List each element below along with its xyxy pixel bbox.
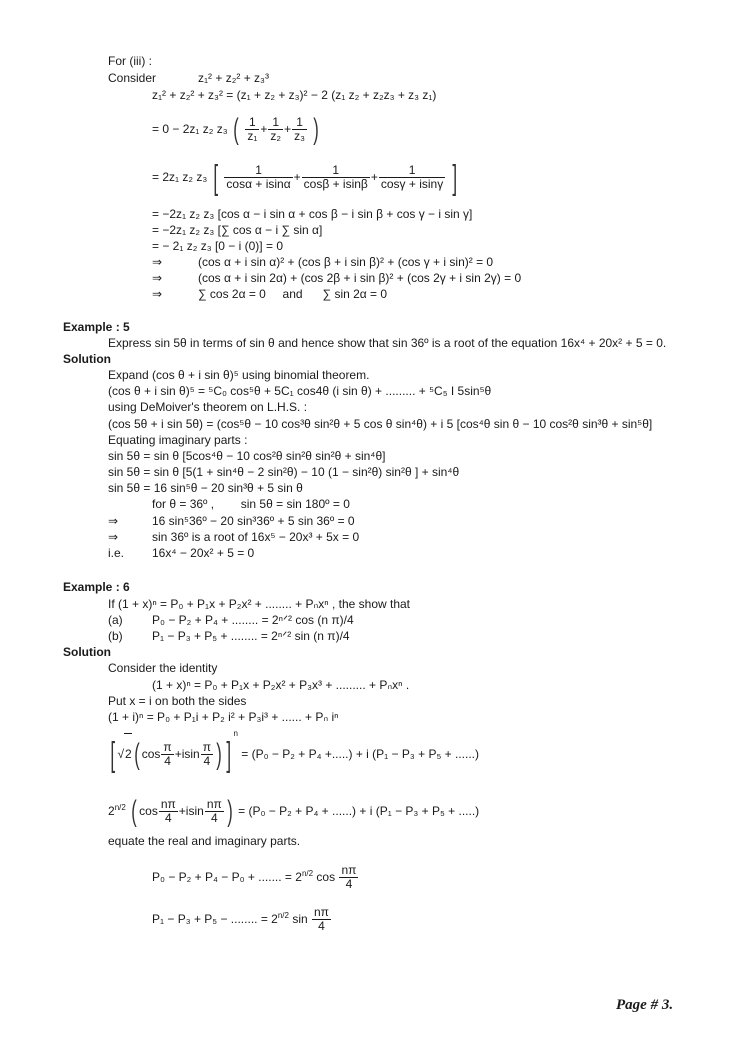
part-iii-heading: For (iii) :	[108, 54, 152, 68]
right-bracket-icon: ]	[226, 735, 232, 774]
fraction: $\frac{n\pi}{4}$	[160, 797, 176, 826]
final-equation: 16x⁴ − 20x² + 5 = 0	[152, 546, 255, 560]
result-lhs: P₀ − P₂ + P₄ − P₀ + ....... = 2	[152, 870, 302, 884]
implies-icon: ⇒	[152, 287, 163, 301]
exponent: n/2	[114, 803, 126, 812]
solution-line: (cos 5θ + i sin 5θ) = (cos⁵θ − 10 cos³θ sin²θ + 5 cos θ sin⁴θ) + i 5 [cos⁴θ sin θ − 10 cos²θ sin³θ + sin⁵θ]	[108, 417, 653, 431]
left-paren-icon: (	[131, 794, 137, 828]
example-6-heading: Example : 6	[63, 580, 130, 594]
left-paren-icon: (	[133, 737, 140, 771]
implies-icon: ⇒	[108, 530, 119, 544]
part-b-statement: P₁ − P₃ + P₅ + ........ = 2ⁿᐟ² sin (n π)/4	[152, 629, 350, 643]
left-bracket-icon: [	[212, 158, 218, 197]
right-paren-icon: )	[227, 794, 233, 828]
solution-heading: Solution	[63, 352, 111, 366]
step2-prefix: = 2z₁ z₂ z₃	[152, 170, 208, 184]
base: 2	[108, 804, 115, 818]
fraction: $\frac{n\pi}{4}$	[314, 905, 329, 934]
step1-prefix: = 0 − 2z₁ z₂ z₃	[152, 122, 228, 136]
sqrt-radicand: 2	[124, 733, 132, 774]
binomial-identity: (1 + x)ⁿ = P₀ + P₁x + P₂x² + P₃x³ + ......... + Pₙxⁿ .	[152, 678, 410, 692]
exponent: n/2	[301, 869, 314, 878]
implies-icon: ⇒	[152, 255, 163, 269]
result-imaginary-part	[152, 904, 332, 934]
implies-line: (cos α + i sin α)² + (cos β + i sin β)² + (cos γ + i sin)² = 0	[198, 255, 494, 269]
right-paren-icon: )	[313, 112, 320, 146]
implies-line: (cos α + i sin 2α) + (cos 2β + i sin β)² + (cos 2γ + i sin 2γ) = 0	[198, 271, 522, 285]
left-bracket-icon: [	[110, 735, 116, 774]
step-line: = −2z₁ z₂ z₃ [∑ cos α − i ∑ sin α]	[152, 223, 323, 237]
solution-line: sin 5θ = sin θ [5(1 + sin⁴θ − 2 sin²θ) − 10 (1 − sin²θ) sin²θ ] + sin⁴θ	[108, 465, 460, 479]
consider-label: Consider	[108, 71, 157, 85]
solution-line: Expand (cos θ + i sin θ)⁵ using binomial theorem.	[108, 368, 370, 382]
implies-icon: ⇒	[152, 271, 163, 285]
right-bracket-icon: ]	[451, 158, 457, 197]
implies-line: 16 sin⁵36º − 20 sin³36º + 5 sin 36º = 0	[152, 514, 355, 528]
fraction: $\frac{1}{\cos\alpha + isin\alpha}$	[226, 163, 291, 192]
fraction: $\frac{1}{\text{z₂}}$	[270, 115, 282, 144]
exponent: n/2	[277, 911, 289, 920]
step-line: = − 2₁ z₂ z₃ [0 − i (0)] = 0	[152, 239, 283, 253]
part-label: (b)	[108, 629, 123, 643]
part-label: (a)	[108, 613, 123, 627]
consider-expression: z₁² + z₂² + z₃³	[198, 71, 269, 85]
example-6-problem: If (1 + x)ⁿ = P₀ + P₁x + P₂x² + ........ + Pₙxⁿ , the show that	[108, 597, 411, 611]
demoivre-equation: $2^{n/2}$ ( cos $\frac{n\pi}{4}$ +isin $\frac{n\pi}{4}$ ) = (P₀ − P₂ + P₄ + ......) + i (P₁ − P₃ + P₅ + .....)	[108, 794, 480, 828]
fraction: $\frac{1}{\cos\gamma + isin\gamma}$	[380, 163, 444, 192]
sum-of-squares-identity: z₁² + z₂² + z₃² = (z₁ + z₂ + z₃)² − 2 (z₁ z₂ + z₂z₃ + z₃ z₁)	[152, 88, 437, 102]
example-5-problem: Express sin 5θ in terms of sin θ and hence show that sin 36º is a root of the equation 16x⁴ + 20x² + 5 = 0.	[108, 336, 667, 350]
solution-line: using DeMoiver's theorem on L.H.S. :	[108, 400, 308, 414]
solution-line: sin 5θ = sin θ [5cos⁴θ − 10 cos²θ sin²θ sin²θ + sin⁴θ]	[108, 449, 386, 463]
step-line: = −2z₁ z₂ z₃ [cos α − i sin α + cos β − i sin β + cos γ − i sin γ]	[152, 207, 473, 221]
consider-identity-text: Consider the identity	[108, 661, 218, 675]
function-name: sin	[292, 912, 308, 926]
fraction: $\frac{1}{\cos\beta + isin\beta}$	[303, 163, 368, 192]
example-5-heading: Example : 5	[63, 320, 130, 334]
polar-form-equation: [ √2( cos $\frac{\pi}{4}$ +isin $\frac{\pi}{4}$ ) ]$^n$ = (P₀ − P₂ + P₄ +.....) + i (P₁ − P₃ + P₅ + ......)	[110, 729, 479, 774]
demoivre-rhs: = (P₀ − P₂ + P₄ + ......) + i (P₁ − P₃ + P₅ + .....)	[238, 804, 480, 818]
solution-line: (cos θ + i sin θ)⁵ = ⁵C₀ cos⁵θ + 5C₁ cos4θ (i sin θ) + ......... + ⁵C₅ I 5sin⁵θ	[108, 384, 492, 398]
fraction: $\frac{\pi}{4}$	[202, 740, 211, 769]
solution-line: sin 5θ = 16 sin⁵θ − 20 sin³θ + 5 sin θ	[108, 481, 303, 495]
sqrt-icon: √	[117, 747, 125, 761]
substituted-identity: (1 + i)ⁿ = P₀ + P₁i + P₂ i² + P₃i³ + ...... + Pₙ iⁿ	[108, 710, 339, 724]
equate-text: equate the real and imaginary parts.	[108, 834, 301, 848]
result-real-part	[152, 862, 359, 892]
polar-rhs: = (P₀ − P₂ + P₄ +.....) + i (P₁ − P₃ + P₅ + ......)	[241, 747, 479, 761]
step2-equation: = 2z₁ z₂ z₃ [ $\frac{1}{\cos\alpha + isin\alpha}$ + $\frac{1}{\cos\beta + isin\beta}$ + $\frac{1}{\cos\gamma + isin\gamma}$ ]	[152, 158, 457, 197]
page-number: Page # 3.	[616, 997, 674, 1013]
fraction: $\frac{1}{\text{z₃}}$	[294, 115, 305, 144]
solution-line: Equating imaginary parts :	[108, 433, 248, 447]
exponent: n	[233, 729, 238, 738]
put-x-text: Put x = i on both the sides	[108, 694, 247, 708]
fraction: $\frac{n\pi}{4}$	[206, 797, 222, 826]
solution-heading: Solution	[63, 645, 111, 659]
left-paren-icon: (	[233, 112, 239, 146]
fraction: $\frac{n\pi}{4}$	[341, 863, 357, 892]
implies-line: ∑ cos 2α = 0 and ∑ sin 2α = 0	[198, 287, 388, 301]
result-lhs: P₁ − P₃ + P₅ − ........ = 2	[152, 912, 278, 926]
step1-equation: = 0 − 2z₁ z₂ z₃ ( $\frac{1}{\text{z₁}}$ + $\frac{1}{\text{z₂}}$ + $\frac{1}{\text{z₃}}$ )	[152, 112, 320, 146]
right-paren-icon: )	[216, 737, 222, 771]
implies-icon: ⇒	[108, 514, 119, 528]
part-a-statement: P₀ − P₂ + P₄ + ........ = 2ⁿᐟ² cos (n π)/4	[152, 613, 354, 627]
ie-label: i.e.	[108, 546, 125, 560]
fraction: $\frac{1}{\text{z₁}}$	[247, 115, 258, 144]
fraction: $\frac{\pi}{4}$	[163, 740, 172, 769]
for-theta-line: for θ = 36º , sin 5θ = sin 180º = 0	[152, 497, 350, 511]
function-name: cos	[316, 870, 336, 884]
implies-line: sin 36º is a root of 16x⁵ − 20x³ + 5x = 0	[152, 530, 360, 544]
